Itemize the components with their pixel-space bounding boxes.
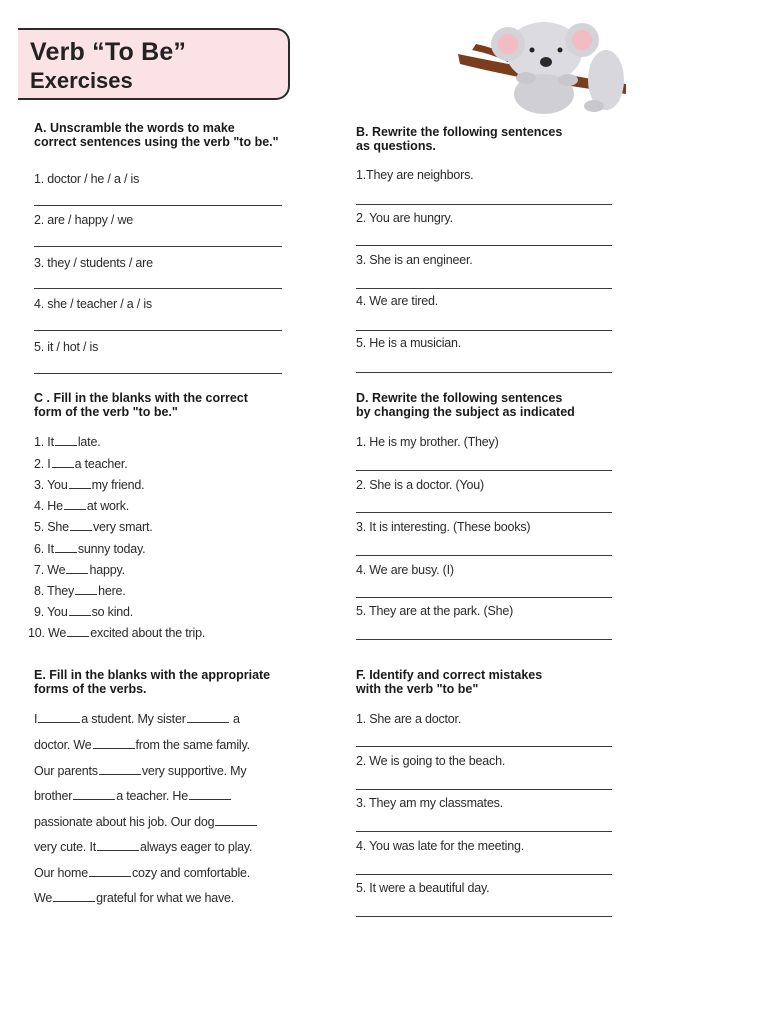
blank-field[interactable] (70, 520, 92, 531)
section-f-title: F. Identify and correct mistakes with the verb "to be" (356, 668, 543, 696)
list-item: 5. She very smart. (34, 520, 153, 534)
list-item: 5. He is a musician. (356, 336, 462, 350)
answer-line[interactable] (356, 789, 612, 790)
answer-line[interactable] (356, 597, 612, 598)
list-item: 2. We is going to the beach. (356, 754, 506, 768)
list-item: 3. It is interesting. (These books) (356, 520, 531, 534)
list-item: 7. We happy. (34, 563, 125, 577)
blank-field[interactable] (75, 584, 97, 595)
list-item: 1. He is my brother. (They) (356, 435, 499, 449)
answer-line[interactable] (356, 372, 612, 373)
section-c-title: C . Fill in the blanks with the correct form of the verb "to be." (34, 391, 248, 419)
answer-line[interactable] (34, 373, 282, 374)
paragraph-line: doctor. We from the same family. (34, 738, 250, 752)
list-item: 1. She are a doctor. (356, 712, 462, 726)
section-a-title: A. Unscramble the words to make correct sentences using the verb "to be." (34, 121, 279, 149)
list-item: 1.They are neighbors. (356, 168, 474, 182)
list-item: 6. It sunny today. (34, 542, 146, 556)
paragraph-line: passionate about his job. Our dog (34, 815, 258, 829)
blank-field[interactable] (189, 789, 231, 800)
list-item: 9. You so kind. (34, 605, 134, 619)
answer-line[interactable] (356, 470, 612, 471)
blank-field[interactable] (187, 712, 229, 723)
blank-field[interactable] (55, 435, 77, 446)
paragraph-line: We grateful for what we have. (34, 891, 235, 905)
koala-illustration (456, 14, 628, 118)
blank-field[interactable] (73, 789, 115, 800)
list-item: 2. are / happy / we (34, 213, 134, 227)
paragraph-line: I a student. My sister a (34, 712, 240, 726)
blank-field[interactable] (55, 542, 77, 553)
paragraph-line: Our parents very supportive. My (34, 764, 247, 778)
blank-field[interactable] (64, 499, 86, 510)
list-item: 4. We are busy. (I) (356, 563, 454, 577)
list-item: 4. We are tired. (356, 294, 439, 308)
list-item: 3. She is an engineer. (356, 253, 473, 267)
answer-line[interactable] (356, 639, 612, 640)
list-item: 3. You my friend. (34, 478, 145, 492)
paragraph-line: very cute. It always eager to play. (34, 840, 253, 854)
list-item: 2. You are hungry. (356, 211, 453, 225)
section-d-title: D. Rewrite the following sentences by changing the subject as indicated (356, 391, 575, 419)
section-b-title: B. Rewrite the following sentences as questions. (356, 125, 563, 153)
blank-field[interactable] (89, 866, 131, 877)
blank-field[interactable] (93, 738, 135, 749)
list-item: 5. it / hot / is (34, 340, 99, 354)
list-item: 1. doctor / he / a / is (34, 172, 140, 186)
blank-field[interactable] (52, 457, 74, 468)
list-item: 10. We excited about the trip. (28, 626, 206, 640)
list-item: 3. They am my classmates. (356, 796, 503, 810)
blank-field[interactable] (53, 891, 95, 902)
blank-field[interactable] (66, 563, 88, 574)
list-item: 2. She is a doctor. (You) (356, 478, 484, 492)
list-item: 8. They here. (34, 584, 126, 598)
answer-line[interactable] (356, 831, 612, 832)
paragraph-line: Our home cozy and comfortable. (34, 866, 251, 880)
answer-line[interactable] (356, 874, 612, 875)
blank-field[interactable] (69, 605, 91, 616)
list-item: 4. You was late for the meeting. (356, 839, 525, 853)
answer-line[interactable] (34, 288, 282, 289)
answer-line[interactable] (356, 288, 612, 289)
paragraph-line: brother a teacher. He (34, 789, 232, 803)
blank-field[interactable] (97, 840, 139, 851)
answer-line[interactable] (356, 512, 612, 513)
list-item: 4. He at work. (34, 499, 130, 513)
title-box (18, 28, 290, 100)
answer-line[interactable] (356, 916, 612, 917)
answer-line[interactable] (356, 245, 612, 246)
answer-line[interactable] (356, 330, 612, 331)
blank-field[interactable] (99, 764, 141, 775)
section-e-title: E. Fill in the blanks with the appropriate forms of the verbs. (34, 668, 271, 696)
answer-line[interactable] (356, 204, 612, 205)
list-item: 1. It late. (34, 435, 101, 449)
answer-line[interactable] (34, 246, 282, 247)
blank-field[interactable] (69, 478, 91, 489)
answer-line[interactable] (356, 555, 612, 556)
answer-line[interactable] (34, 205, 282, 206)
page-title: Verb “To Be” (30, 38, 187, 66)
answer-line[interactable] (34, 330, 282, 331)
page-subtitle: Exercises (30, 68, 133, 93)
blank-field[interactable] (67, 626, 89, 637)
blank-field[interactable] (215, 815, 257, 826)
answer-line[interactable] (356, 746, 612, 747)
list-item: 2. I a teacher. (34, 457, 128, 471)
list-item: 5. It were a beautiful day. (356, 881, 490, 895)
blank-field[interactable] (38, 712, 80, 723)
list-item: 4. she / teacher / a / is (34, 297, 152, 311)
list-item: 3. they / students / are (34, 256, 153, 270)
list-item: 5. They are at the park. (She) (356, 604, 514, 618)
